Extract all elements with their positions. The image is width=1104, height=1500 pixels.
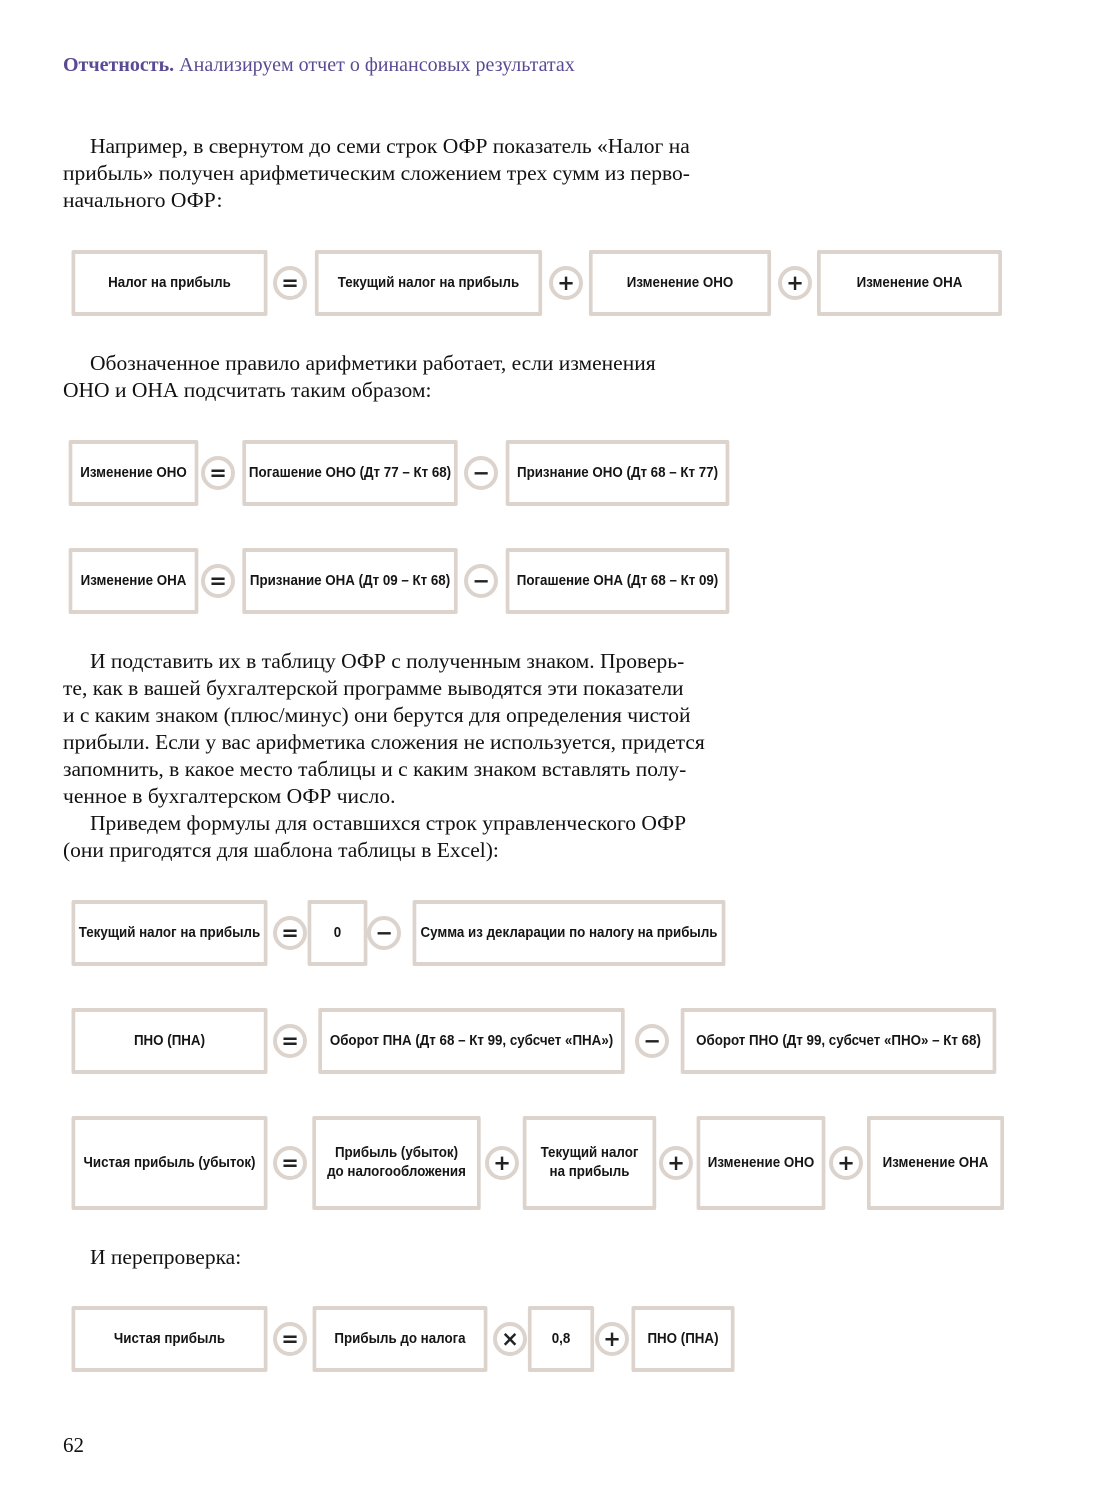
formula-term: Сумма из декларации по налогу на прибыль: [413, 900, 726, 966]
formula-term: Изменение ОНО: [697, 1116, 826, 1210]
paragraph-line: начального ОФР:: [63, 188, 223, 212]
plus-icon: +: [485, 1146, 519, 1180]
paragraph-line: ченное в бухгалтерском ОФР число.: [63, 784, 396, 808]
formula-term: Прибыль до налога: [313, 1306, 488, 1372]
equals-icon: =: [273, 916, 307, 950]
formula-term: Погашение ОНО (Дт 77 – Кт 68): [242, 440, 457, 506]
paragraph-5: [63, 1244, 739, 1271]
formula-term: [312, 1116, 480, 1210]
formula-term: Текущий налог на прибыль: [72, 900, 268, 966]
formula-term: Изменение ОНО: [589, 250, 771, 316]
minus-icon: −: [367, 916, 401, 950]
formula-term: ПНО (ПНА): [72, 1008, 268, 1074]
paragraph-1: [63, 133, 739, 214]
paragraph-line: запомнить, в какое место таблицы и с каким знаком вставлять полу-: [63, 757, 687, 781]
formula-term: Изменение ОНА: [69, 548, 199, 614]
equals-icon: =: [273, 1146, 307, 1180]
paragraph-line: и с каким знаком (плюс/минус) они берутся для определения чистой: [63, 703, 691, 727]
formula-term: Налог на прибыль: [72, 250, 268, 316]
equals-icon: =: [201, 456, 235, 490]
formula-term: Чистая прибыль (убыток): [72, 1116, 268, 1210]
term-line: Текущий налог: [540, 1145, 639, 1161]
paragraph-line: ОНО и ОНА подсчитать таким образом:: [63, 378, 432, 402]
formula-term: 0,8: [528, 1306, 594, 1372]
formula-term: Изменение ОНА: [817, 250, 1002, 316]
paragraph-line: И перепроверка:: [90, 1245, 242, 1269]
plus-icon: +: [595, 1322, 629, 1356]
header-subtitle: Анализируем отчет о финансовых результатах: [179, 54, 575, 76]
multiply-icon: ×: [493, 1322, 527, 1356]
equals-icon: =: [273, 266, 307, 300]
paragraph-3: [63, 648, 739, 864]
formula-term: Изменение ОНО: [69, 440, 199, 506]
header-section: Отчетность.: [63, 54, 175, 76]
formula-term: Оборот ПНО (Дт 99, субсчет «ПНО» – Кт 68): [681, 1008, 997, 1074]
formula-term: Текущий налог на прибыль: [315, 250, 542, 316]
term-line: до налогообложения: [327, 1164, 466, 1180]
minus-icon: −: [635, 1024, 669, 1058]
paragraph-line: Например, в свернутом до семи строк ОФР показатель «Налог на: [90, 134, 690, 158]
equals-icon: =: [273, 1322, 307, 1356]
paragraph-line: Приведем формулы для оставшихся строк управленческого ОФР: [90, 811, 687, 835]
plus-icon: +: [659, 1146, 693, 1180]
formula-term: 0: [308, 900, 368, 966]
minus-icon: −: [464, 456, 498, 490]
paragraph-line: Обозначенное правило арифметики работает, если изменения: [90, 351, 656, 375]
equals-icon: =: [273, 1024, 307, 1058]
formula-term: ПНО (ПНА): [631, 1306, 734, 1372]
paragraph-line: (они пригодятся для шаблона таблицы в Excel):: [63, 838, 499, 862]
formula-term: Признание ОНО (Дт 68 – Кт 77): [506, 440, 730, 506]
formula-term: Погашение ОНА (Дт 68 – Кт 09): [506, 548, 730, 614]
term-line: Прибыль (убыток): [334, 1145, 459, 1161]
formula-term: Изменение ОНА: [867, 1116, 1004, 1210]
equals-icon: =: [201, 564, 235, 598]
paragraph-2: [63, 350, 739, 404]
plus-icon: +: [778, 266, 812, 300]
paragraph-line: И подставить их в таблицу ОФР с полученным знаком. Проверь-: [90, 649, 685, 673]
plus-icon: +: [829, 1146, 863, 1180]
running-header: [63, 54, 575, 77]
formula-term: [523, 1116, 656, 1210]
page-number: 62: [63, 1433, 84, 1457]
term-line: на прибыль: [549, 1164, 630, 1180]
minus-icon: −: [464, 564, 498, 598]
paragraph-line: прибыль» получен арифметическим сложением трех сумм из перво-: [63, 161, 690, 185]
formula-term: Признание ОНА (Дт 09 – Кт 68): [242, 548, 457, 614]
formula-term: Оборот ПНА (Дт 68 – Кт 99, субсчет «ПНА»): [318, 1008, 624, 1074]
plus-icon: +: [549, 266, 583, 300]
formula-term: Чистая прибыль: [72, 1306, 268, 1372]
paragraph-line: те, как в вашей бухгалтерской программе выводятся эти показатели: [63, 676, 684, 700]
paragraph-line: прибыли. Если у вас арифметика сложения не используется, придется: [63, 730, 705, 754]
